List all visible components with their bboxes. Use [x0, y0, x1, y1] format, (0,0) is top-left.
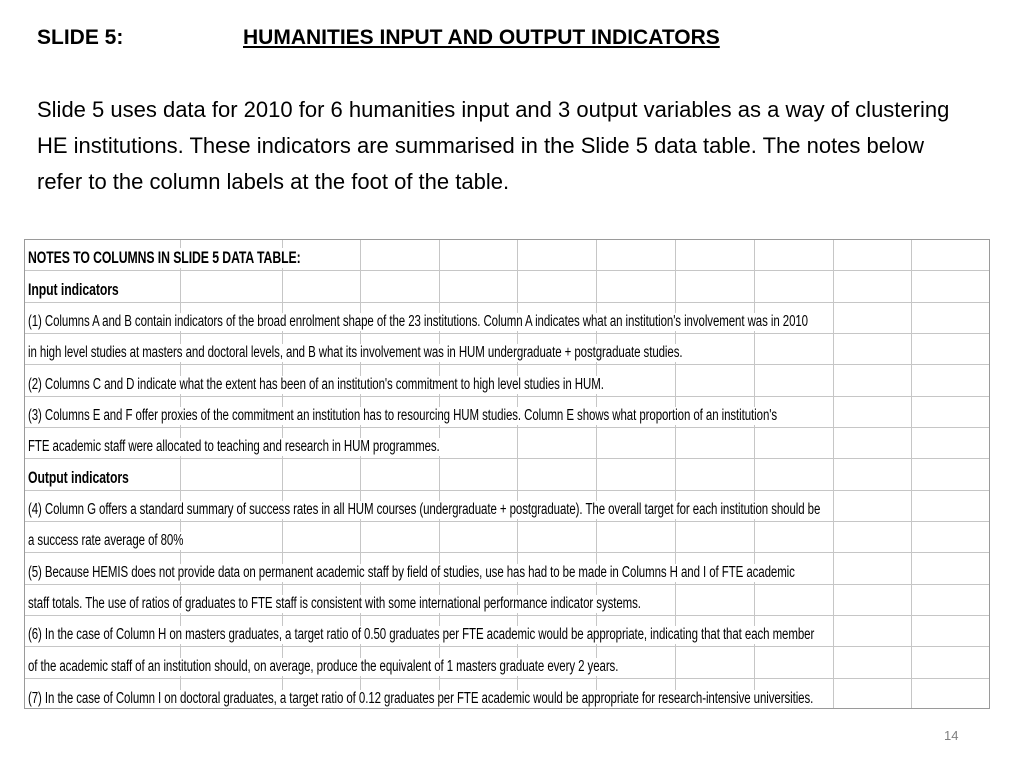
table-row: [25, 428, 989, 459]
table-note-text: staff totals. The use of ratios of graduates to FTE staff is consistent with some international performance indicator systems.: [28, 595, 644, 613]
table-note-text: (1) Columns A and B contain indicators of the broad enrolment shape of the 23 institutions. Column A indicates what an institution's involvement was in 2010: [28, 313, 811, 331]
table-note-text: a success rate average of 80%: [28, 532, 186, 550]
table-row: [25, 271, 989, 302]
table-section-heading: Input indicators: [28, 280, 122, 300]
table-rows: [25, 240, 989, 709]
table-row: [25, 334, 989, 365]
slide-title: HUMANITIES INPUT AND OUTPUT INDICATORS: [243, 26, 720, 49]
notes-table: [24, 239, 990, 709]
table-row: [25, 491, 989, 522]
table-row: [25, 585, 989, 616]
table-note-text: FTE academic staff were allocated to teaching and research in HUM programmes.: [28, 438, 443, 456]
table-note-text: in high level studies at masters and doctoral levels, and B what its involvement was in HUM undergraduate + postgraduate studies.: [28, 344, 685, 362]
intro-text: Slide 5 uses data for 2010 for 6 humanities input and 3 output variables as a way of clustering HE institutions. These indicators are summarised in the Slide 5 data table. The notes below refer to the column labels at the foot of the table.: [37, 97, 950, 194]
table-note-text: (7) In the case of Column I on doctoral graduates, a target ratio of 0.12 graduates per FTE academic would be appropriate for research-intensive universities.: [28, 690, 816, 708]
table-row: [25, 647, 989, 678]
table-note-text: (2) Columns C and D indicate what the extent has been of an institution's commitment to high level studies in HUM.: [28, 376, 607, 394]
intro-paragraph: [37, 92, 967, 200]
table-note-text: (4) Column G offers a standard summary of success rates in all HUM courses (undergraduate + postgraduate). The overall target for each institution should be: [28, 501, 823, 519]
table-row: [25, 553, 989, 584]
table-row: [25, 679, 989, 709]
table-section-heading: NOTES TO COLUMNS IN SLIDE 5 DATA TABLE:: [28, 248, 303, 268]
table-note-text: of the academic staff of an institution should, on average, produce the equivalent of 1 masters graduate every 2 years.: [28, 658, 621, 676]
table-row: [25, 240, 989, 271]
table-row: [25, 459, 989, 490]
table-row: [25, 303, 989, 334]
table-note-text: (3) Columns E and F offer proxies of the commitment an institution has to resourcing HUM studies. Column E shows what proportion of an institution's: [28, 407, 780, 425]
slide-number-label: SLIDE 5:: [37, 26, 124, 49]
table-row: [25, 616, 989, 647]
table-section-heading: Output indicators: [28, 468, 132, 488]
table-note-text: (5) Because HEMIS does not provide data on permanent academic staff by field of studies, use has had to be made in Columns H and I of FTE academic: [28, 564, 798, 582]
table-row: [25, 522, 989, 553]
page-number: 14: [944, 728, 959, 743]
table-row: [25, 397, 989, 428]
slide-heading: [37, 26, 720, 50]
table-row: [25, 365, 989, 396]
table-note-text: (6) In the case of Column H on masters graduates, a target ratio of 0.50 graduates per FTE academic would be appropriate, indicating that that each member: [28, 626, 817, 644]
